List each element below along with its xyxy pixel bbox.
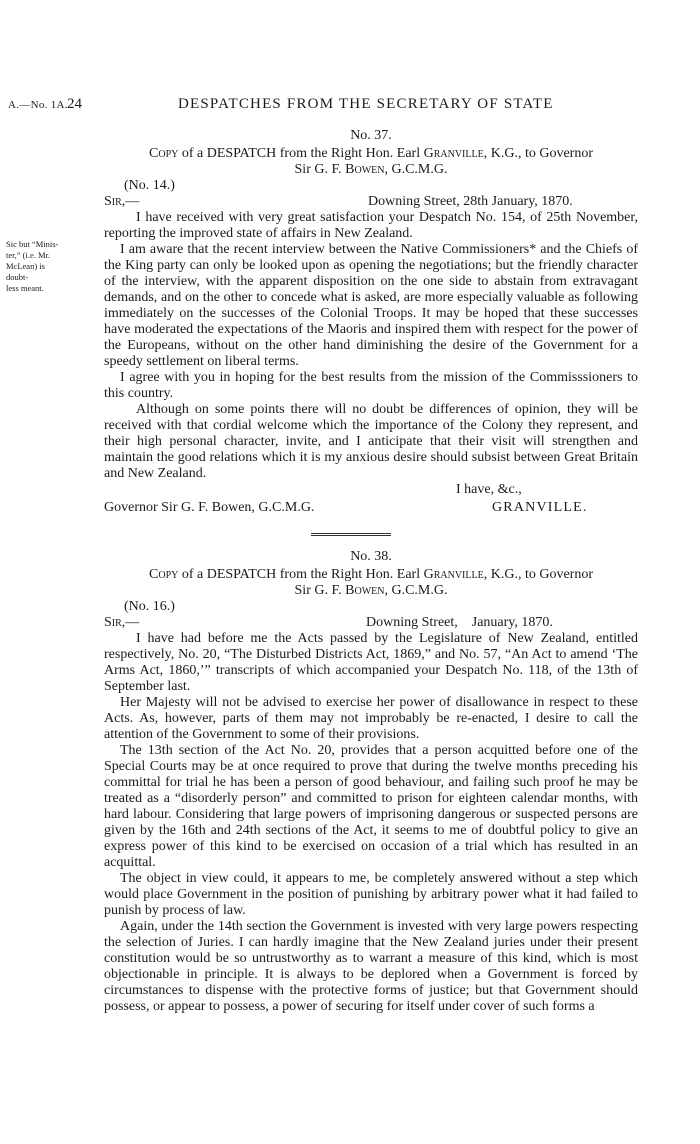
despatch-number: No. 38. (350, 549, 392, 564)
despatch-number: No. 37. (350, 128, 392, 143)
paragraph: I agree with you in hoping for the best results from the mission of the Commisssioners to this country. (104, 370, 638, 401)
salutation-line (104, 194, 638, 210)
header-title: DESPATCHES FROM THE SECRETARY OF STATE (178, 96, 554, 112)
section-divider (311, 533, 391, 536)
caption-granville: Granville (423, 146, 484, 161)
despatch-no: (No. 14.) (124, 178, 175, 193)
despatch-caption (104, 146, 638, 178)
paragraph: The 13th section of the Act No. 20, provides that a person acquitted before one of the Special Courts may be at once required to prove that during the twelve months preceding his committal for trial he has been a person of good behaviour, and failing such proof he may be treated as a “disorderly person” and committed to prison for eighteen calendar months, with hard labour. Considering that large powers of imprisoning dangerous or suspected persons are given by the 16th and 24th sections of the Act, it seems to me of doubtful policy to give an express power of this kind to be exercised on occasion of a trial which has resulted in an acquittal. (104, 743, 638, 870)
despatch-caption (104, 567, 638, 599)
caption-line2-post: , G.C.M.G. (384, 583, 448, 598)
caption-line2: Sir G. F. (294, 583, 346, 598)
signature-line (104, 500, 638, 518)
caption-to: , K.G., to Governor (483, 567, 593, 582)
signature: GRANVILLE. (492, 500, 588, 515)
addressee: Governor Sir G. F. Bowen, G.C.M.G. (104, 500, 315, 515)
paragraph: I have had before me the Acts passed by the Legislature of New Zealand, entitled respectively, No. 20, “The Disturbed Districts Act, 1869,” and No. 57, “An Act to amend ‘The Arms Act, 1860,’” transcripts of which accompanied your Despatch No. 118, of the 13th of September last. (104, 631, 638, 694)
salutation-line (104, 615, 638, 631)
despatch-37 (104, 128, 638, 518)
margin-note-line: Sic but “Minis- (6, 239, 59, 249)
closing: I have, &c., (456, 482, 522, 497)
paragraph: Again, under the 14th section the Government is invested with very large powers respecting the selection of Juries. I can hardly imagine that the New Zealand juries under their present constitution would be so untrustworthy as to warrant a measure of this kind, which is most objectionable in principle. It is always to be deplored when a Government is forced by circumstances to dispense with the protective forms of justice; but that Government should possess, or appear to possess, a power of securing for itself under cover of such forms a (104, 919, 638, 1014)
caption-bowen: Bowen (345, 162, 385, 177)
page-number: 24 (67, 96, 82, 112)
running-header (8, 96, 698, 116)
despatch-no: (No. 16.) (124, 599, 175, 614)
salutation: Sir,— (104, 615, 140, 630)
place-date: Downing Street, 28th January, 1870. (368, 194, 573, 209)
closing-line (104, 482, 638, 498)
margin-note-line: less meant. (6, 283, 44, 293)
margin-note-line: ter,” (i.e. Mr. (6, 250, 51, 260)
paragraph: I have received with very great satisfaction your Despatch No. 154, of 25th November, reporting the improved state of affairs in New Zealand. (104, 210, 638, 241)
caption-granville: Granville (423, 567, 484, 582)
paper-reference: A.—No. 1A. (8, 99, 68, 111)
paragraph: I am aware that the recent interview between the Native Commissioners* and the Chiefs of the King party can only be looked upon as opening the negotiations; but the friendly character of the interview, with the apparent disposition on the one side to abstain from extravagant demands, and on the other to concede what is asked, are more especially valuable as following immediately on the successes of the Colonial Troops. It may be hoped that these successes have moderated the expectations of the Maoris and inspired them with respect for the power of the Europeans, without on the other hand diminishing the desire of the Government for a speedy settlement on liberal terms. (104, 242, 638, 369)
caption-to: , K.G., to Governor (483, 146, 593, 161)
paragraph: Although on some points there will no doubt be differences of opinion, they will be received with that cordial welcome which the importance of the Colony they represent, and their high personal character, invite, and I anticipate that their visit will strengthen and maintain the good relations which it is my anxious desire should subsist between Great Britain and New Zealand. (104, 402, 638, 481)
place-date: Downing Street, January, 1870. (366, 615, 553, 630)
paragraph: Her Majesty will not be advised to exercise her power of disallowance in respect to these Acts. As, however, parts of them may not improbably be re-enacted, I desire to call the attention of the Government to some of their provisions. (104, 695, 638, 742)
caption-bowen: Bowen (345, 583, 385, 598)
caption-copy: Copy (149, 146, 179, 161)
margin-note-line: McLean) is doubt- (6, 261, 45, 282)
salutation: Sir,— (104, 194, 140, 209)
caption-text: of a DESPATCH from the Right Hon. Earl (178, 146, 424, 161)
caption-line2-post: , G.C.M.G. (384, 162, 448, 177)
despatch-38 (104, 549, 638, 1015)
margin-note (6, 239, 68, 294)
caption-line2: Sir G. F. (294, 162, 346, 177)
caption-copy: Copy (149, 567, 179, 582)
paragraph: The object in view could, it appears to me, be completely answered without a step which would place Government in the position of punishing by arbitrary power what it had failed to punish by process of law. (104, 871, 638, 918)
caption-text: of a DESPATCH from the Right Hon. Earl (178, 567, 424, 582)
